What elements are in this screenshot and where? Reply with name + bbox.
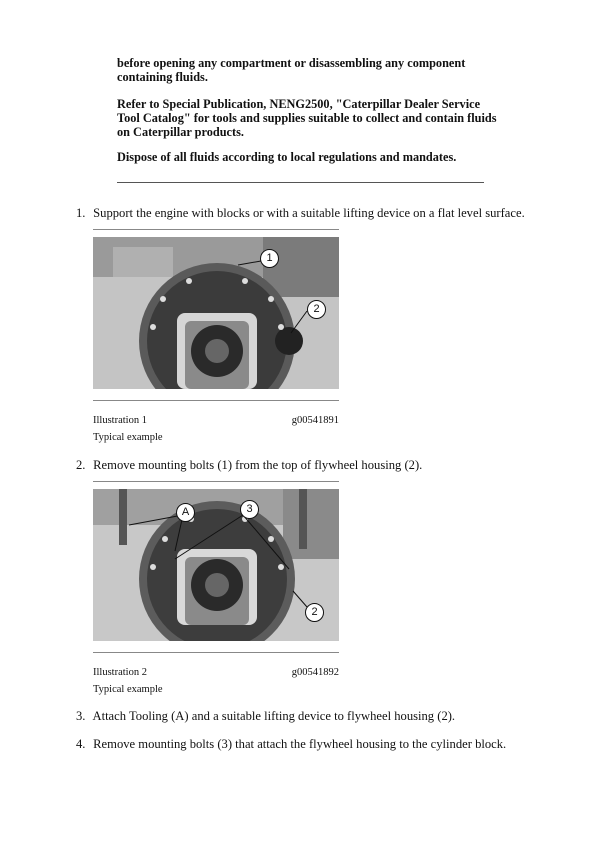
illustration-1-photo bbox=[93, 237, 339, 389]
figure-bottom-rule bbox=[93, 400, 339, 401]
illustration-2-caption bbox=[93, 666, 339, 696]
figure-bottom-rule bbox=[93, 652, 339, 653]
step-number: 1. bbox=[76, 206, 86, 220]
warning-text-dispose: Dispose of all fluids according to local regulations and mandates. bbox=[117, 150, 457, 164]
step-text: Remove mounting bolts (1) from the top of flywheel housing (2). bbox=[93, 458, 423, 472]
illustration-label: Illustration 1 bbox=[93, 415, 147, 426]
callout-3: 3 bbox=[240, 500, 259, 519]
callout-2: 2 bbox=[307, 300, 326, 319]
step-text: Remove mounting bolts (3) that attach the flywheel housing to the cylinder block. bbox=[93, 737, 507, 751]
figure-top-rule bbox=[93, 229, 339, 230]
illustration-ref: g00541892 bbox=[291, 667, 339, 678]
warning-divider bbox=[117, 182, 484, 183]
step-4 bbox=[76, 737, 506, 752]
step-1 bbox=[76, 206, 525, 221]
callout-2: 2 bbox=[305, 603, 324, 622]
figure-top-rule bbox=[93, 481, 339, 482]
warning-text-contain: before opening any compartment or disassembling any component containing fluids. bbox=[117, 56, 466, 84]
warning-text-reference: Refer to Special Publication, NENG2500, "Caterpillar Dealer Service Tool Catalog" for tools and supplies suitable to collect and contain fluids on Caterpillar products. bbox=[117, 97, 497, 139]
callout-1: 1 bbox=[260, 249, 279, 268]
step-number: 3. bbox=[76, 709, 86, 723]
illustration-label: Illustration 2 bbox=[93, 667, 147, 678]
illustration-subcaption: Typical example bbox=[93, 684, 163, 695]
illustration-ref: g00541891 bbox=[291, 415, 339, 426]
step-text: Support the engine with blocks or with a suitable lifting device on a flat level surface. bbox=[93, 206, 525, 220]
step-3 bbox=[76, 709, 455, 724]
step-text: Attach Tooling (A) and a suitable lifting device to flywheel housing (2). bbox=[92, 709, 456, 723]
illustration-subcaption: Typical example bbox=[93, 432, 163, 443]
step-2 bbox=[76, 458, 422, 473]
illustration-1-caption bbox=[93, 414, 339, 444]
step-number: 4. bbox=[76, 737, 86, 751]
illustration-2-photo bbox=[93, 489, 339, 641]
callout-a: A bbox=[176, 503, 195, 522]
step-number: 2. bbox=[76, 458, 86, 472]
